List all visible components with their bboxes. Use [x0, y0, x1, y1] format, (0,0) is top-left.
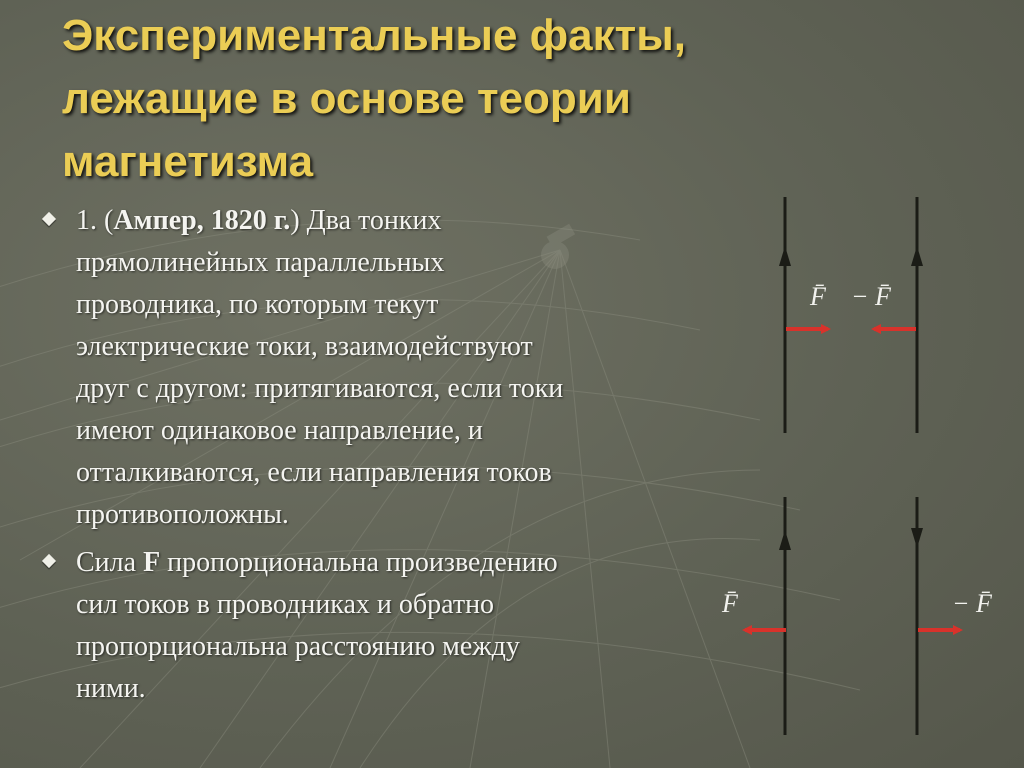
bullet1-line: имеют одинаковое направление, и: [76, 415, 483, 446]
bullet-ampere: [40, 200, 690, 536]
bullet1-line: проводника, по которым текут: [76, 289, 439, 320]
bullet1-lead-text: ) Два тонких: [290, 205, 442, 236]
diamond-bullet-icon: [42, 554, 56, 568]
title-line-1: Экспериментальные факты,: [62, 11, 686, 60]
bullet2-line: ними.: [76, 673, 146, 704]
bullet2-line: пропорциональна расстоянию между: [76, 631, 520, 662]
bullet-list: [40, 200, 690, 710]
force-label: F̄: [722, 589, 738, 618]
bullet2-post: пропорциональна произведению: [160, 547, 558, 578]
force-label: − F̄: [851, 282, 891, 311]
title-line-2: лежащие в основе теории: [62, 74, 631, 123]
parallel-currents-diagram: [779, 197, 923, 433]
bullet1-line: друг с другом: притягиваются, если токи: [76, 373, 564, 404]
conductors-diagram: [700, 180, 1024, 768]
bullet1-line: электрические токи, взаимодействуют: [76, 331, 533, 362]
bullet2-line: сил токов в проводниках и обратно: [76, 589, 495, 620]
diamond-bullet-icon: [42, 212, 56, 226]
antiparallel-currents-diagram: [721, 497, 993, 735]
bullet1-first-line: [76, 200, 690, 242]
bullet2-bold-symbol: F: [143, 547, 161, 578]
bullet2-first-line: [76, 542, 690, 584]
current-up-arrow-icon: [779, 530, 791, 550]
bullet1-number: 1. (: [76, 205, 114, 236]
bullet1-line: противоположны.: [76, 499, 289, 530]
current-up-arrow-icon: [911, 246, 923, 266]
current-up-arrow-icon: [779, 246, 791, 266]
bullet2-pre: Сила: [76, 547, 144, 578]
bullet1-bold-citation: Ампер, 1820 г.: [113, 205, 291, 236]
slide-title: [62, 4, 982, 193]
force-label: F̄: [810, 282, 826, 311]
bullet1-line: прямолинейных параллельных: [76, 247, 445, 278]
current-down-arrow-icon: [911, 528, 923, 548]
bullet1-line: отталкиваются, если направления токов: [76, 457, 552, 488]
force-label: − F̄: [952, 589, 992, 618]
bullet-force: [40, 542, 690, 710]
title-line-3: магнетизма: [62, 137, 314, 186]
